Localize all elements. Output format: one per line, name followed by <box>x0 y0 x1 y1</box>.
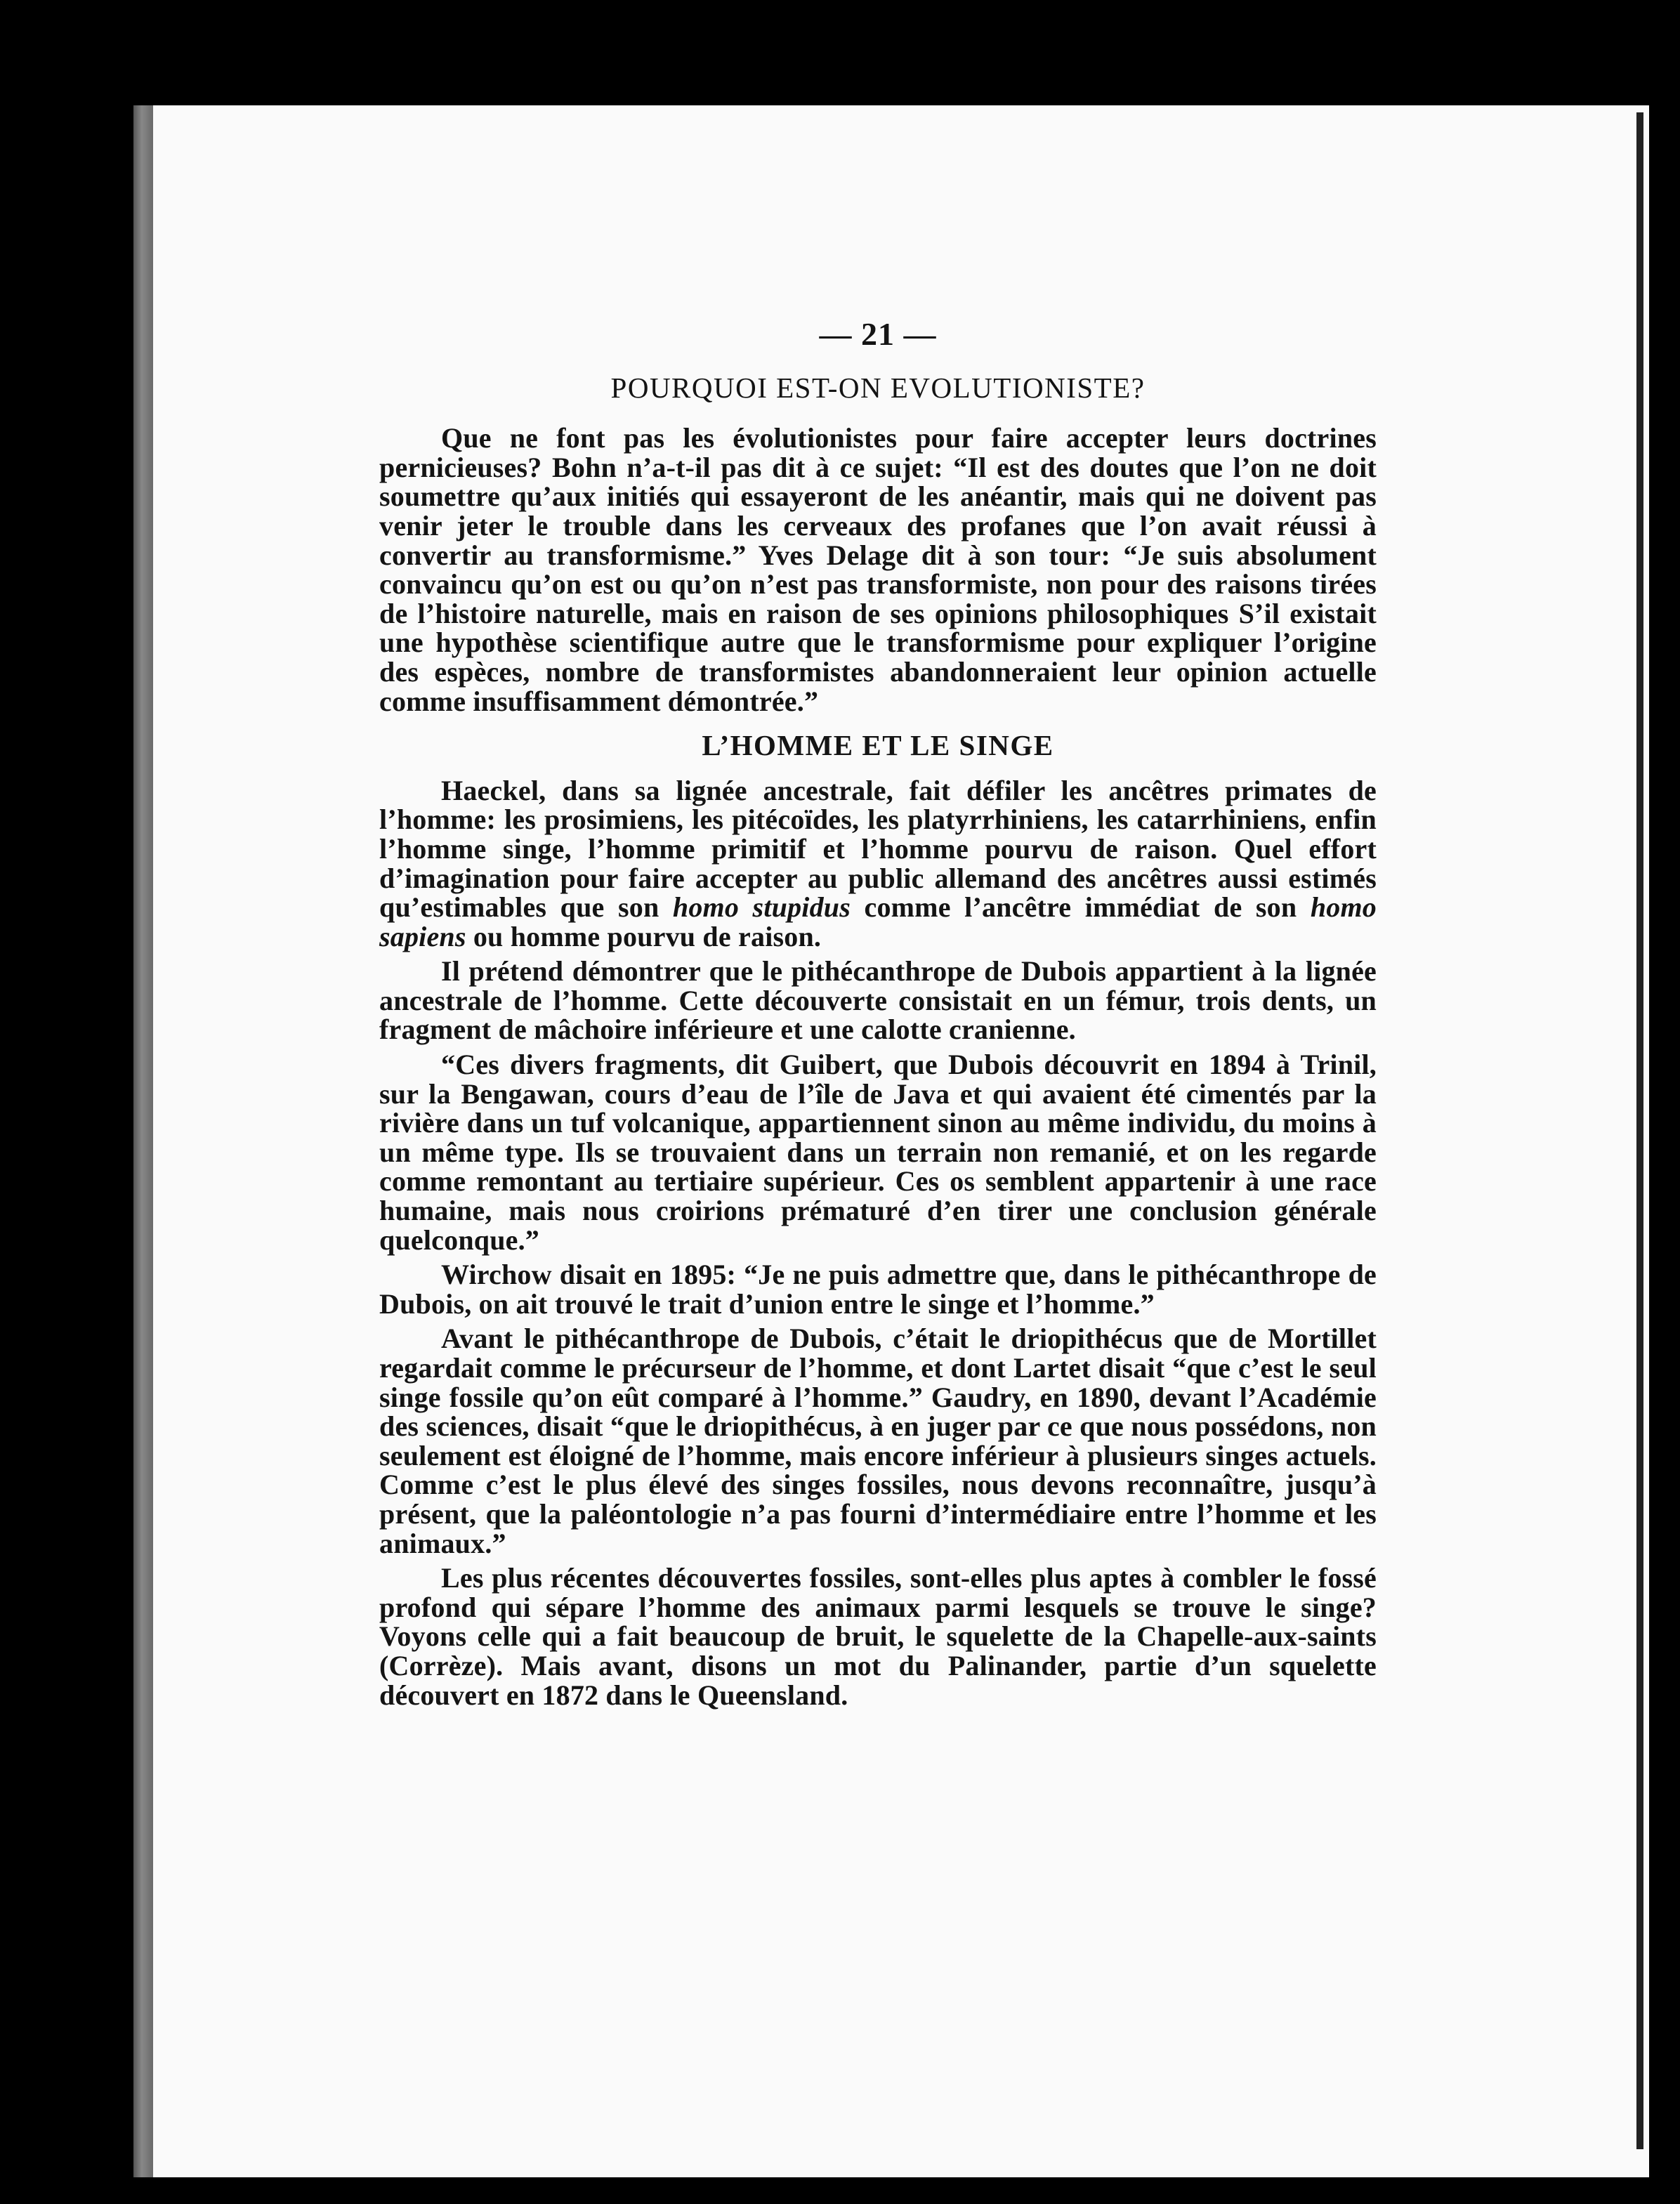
page-right-edge <box>1636 112 1643 2149</box>
section-heading-evolutioniste: POURQUOI EST-ON EVOLUTIONISTE? <box>610 371 1146 404</box>
paragraph-wirchow: Wirchow disait en 1895: “Je ne puis admettre que, dans le pithécanthrope de Dubois, on ait trouvé le trait d’union entre le singe et l’homme.” <box>379 1259 1377 1320</box>
paragraph-pithecanthrope: Il prétend démontrer que le pithécanthrope de Dubois appartient à la lignée ancestrale de l’homme. Cette découverte consistait en un fémur, trois dents, un fragment de mâchoire inférieure et une calotte cranienne. <box>379 955 1377 1046</box>
text-run: ou homme pourvu de raison. <box>466 920 822 952</box>
paragraph-recentes-decouvertes: Les plus récentes découvertes fossiles, sont-elles plus aptes à combler le fossé profond qui sépare l’homme des animaux parmi lesquels se trouve le singe? Voyons celle qui a fait beaucoup de bruit, le squelette de la Chapelle-aux-saints (Corrèze). Mais avant, disons un mot du Palinander, partie d’un squelette découvert en 1872 dans le Queensland. <box>379 1562 1377 1711</box>
scan-left-border <box>0 0 147 2204</box>
paragraph-haeckel <box>379 776 1377 952</box>
text-run: Haeckel, dans sa lignée ancestrale, fait défiler les ancêtres primates de l’homme: les prosimiens, les pitécoïdes, les platyrrhiniens, les catarrhiniens, enfin l’homme singe, l’homme primitif et l’homme pourvu de raison. Quel effort d’imagination pour faire accepter au public allemand des ancêtres aussi estimés qu’estimables que son <box>379 774 1377 924</box>
paragraph-driopithecus: Avant le pithécanthrope de Dubois, c’était le driopithécus que de Mortillet regardait comme le précurseur de l’homme, et dont Lartet disait “que c’est le seul singe fossile qu’on eût comparé à l’homme.” Gaudry, en 1890, devant l’Académie des sciences, disait “que le driopithécus, à en juger par ce que nous possédons, non seulement est éloigné de l’homme, mais encore inférieur à plusieurs singes actuels. Comme c’est le plus élevé des singes fossiles, nous devons reconnaître, jusqu’à présent, que la paléontologie n’a pas fourni d’intermédiaire entre l’homme et les animaux.” <box>379 1323 1377 1559</box>
page-number: — 21 — <box>819 316 937 352</box>
page-text <box>379 316 1377 1715</box>
italic-term: homo sapiens <box>379 891 1377 952</box>
paragraph-evolutionistes: Que ne font pas les évolutionistes pour faire accepter leurs doctrines pernicieuses? Bohn n’a-t-il pas dit à ce sujet: “Il est des doutes que l’on ne doit soumettre qu’aux initiés qui essayeront de les anéantir, mais qui ne doivent pas venir jeter le trouble dans les cerveaux des profanes que l’on avait réussi à convertir au transformisme.” Yves Delage dit à son tour: “Je suis absolument convaincu qu’on est ou qu’on n’est pas transformiste, non pour des raisons tirées de l’histoire naturelle, mais en raison de ses opinions philosophiques S’il existait une hypothèse scientifique autre que le transformisme pour expliquer l’origine des espèces, nombre de transformistes abandonneraient leur opinion actuelle comme insuffisamment démontrée.” <box>379 422 1377 717</box>
book-spine-edge <box>133 105 155 2184</box>
section-heading-homme-singe: L’HOMME ET LE SINGE <box>702 729 1054 762</box>
scan-bottom-border <box>0 2177 1680 2204</box>
paragraph-guibert-quote: “Ces divers fragments, dit Guibert, que Dubois découvrit en 1894 à Trinil, sur la Bengawan, cours d’eau de l’île de Java et qui avaient été cimentés par la rivière dans un tuf volcanique, appartiennent sinon au même individu, du moins à un même type. Ils se trouvaient dans un terrain non remanié, et on les regarde comme remontant au tertiaire supérieur. Ces os semblent appartenir à une race humaine, mais nous croirions prématuré d’en tirer une conclusion générale quelconque.” <box>379 1049 1377 1256</box>
text-run: comme l’ancêtre immédiat de son <box>851 891 1311 924</box>
italic-term: homo stupidus <box>672 891 851 924</box>
